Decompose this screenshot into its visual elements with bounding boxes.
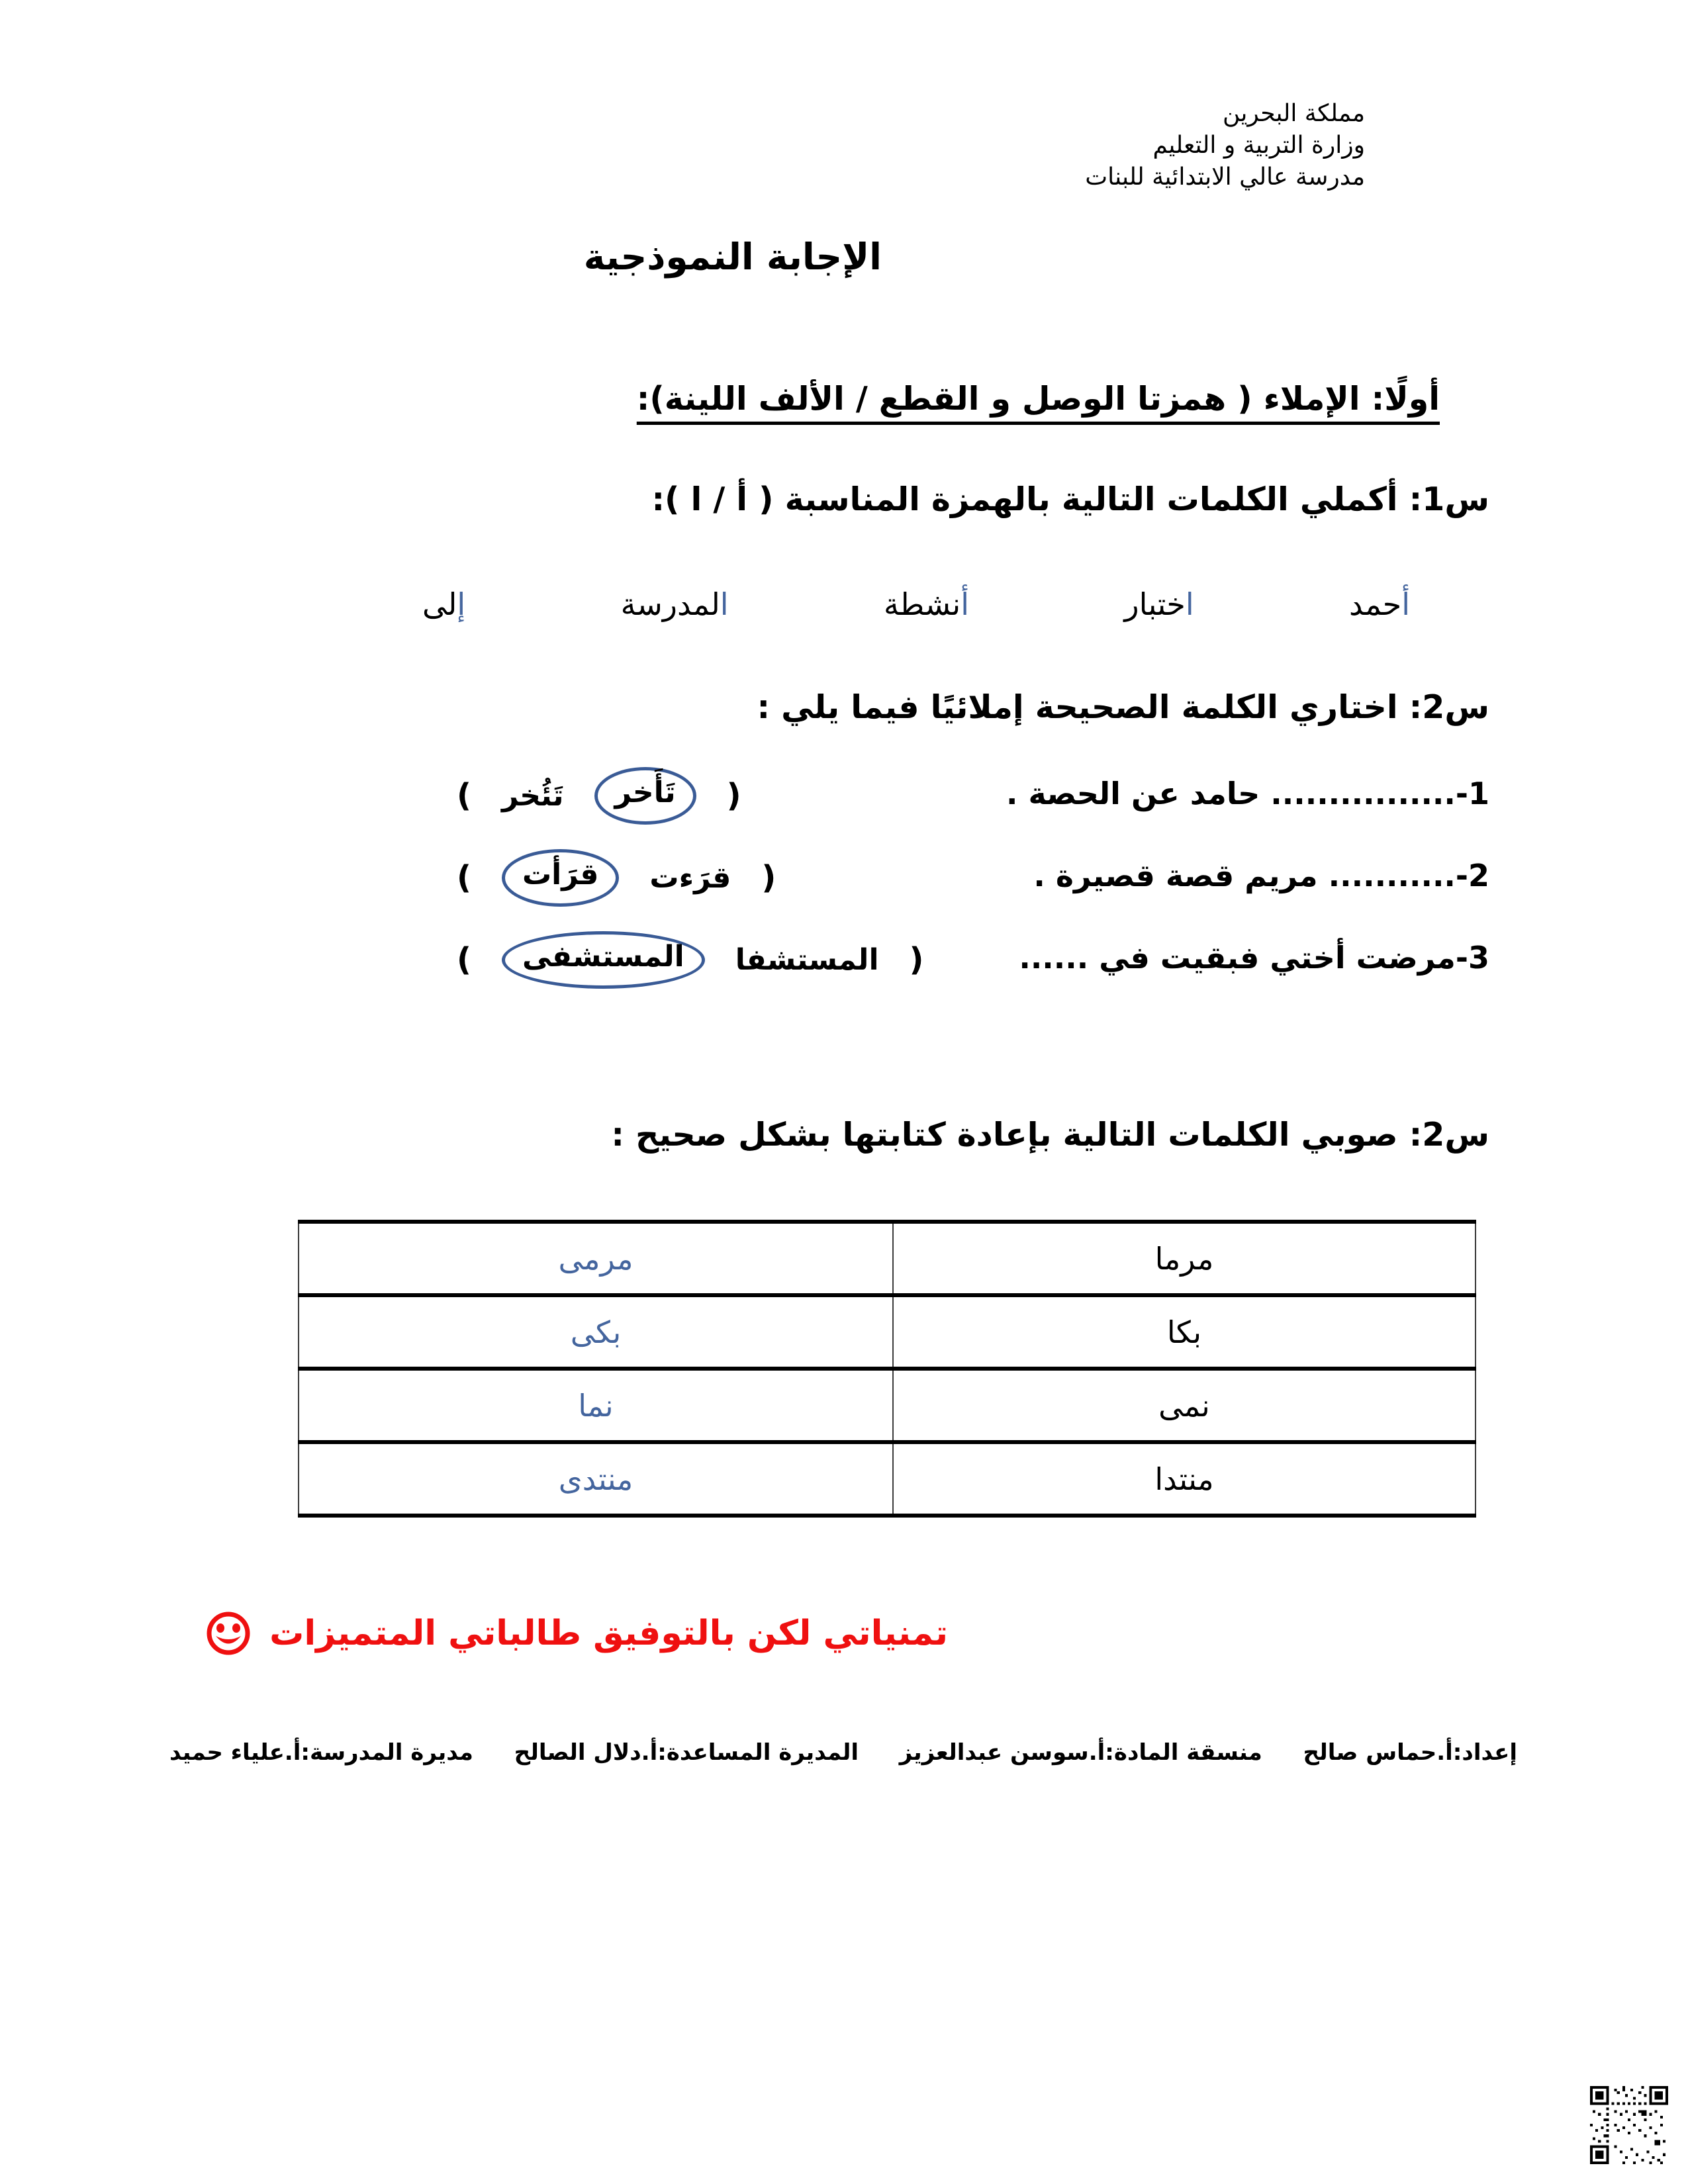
word-item <box>422 586 465 622</box>
closing-message <box>205 1610 948 1657</box>
correct-word-cell: مرمى <box>558 1240 633 1277</box>
q1-words-row <box>422 586 1410 622</box>
answer-letter: أ <box>961 586 969 622</box>
footer-credits <box>169 1739 1517 1766</box>
close-paren: ) <box>457 859 471 896</box>
word-rest: لى <box>422 586 457 622</box>
wrong-word-cell: بكا <box>893 1295 1476 1369</box>
circled-answer: قرَأت <box>502 849 619 907</box>
wrong-word-cell: مرما <box>893 1222 1476 1295</box>
item-3-sentence: 3-مرضت أختي فبقيت في ...... <box>1019 940 1489 976</box>
item-1-sentence: 1-................ حامد عن الحصة . <box>1006 776 1489 811</box>
circled-answer: المستشفى <box>502 931 705 989</box>
word-item <box>621 586 729 622</box>
qr-code <box>1590 2086 1668 2164</box>
word-rest: نشطة <box>883 586 961 622</box>
correction-table <box>298 1220 1476 1518</box>
answer-letter: ا <box>720 586 729 622</box>
word-rest: حمد <box>1349 586 1402 622</box>
item-3-options <box>457 916 923 1003</box>
correct-word-cell: منتدى <box>558 1461 633 1497</box>
q3-label: س2: صوبي الكلمات التالية بإعادة كتابتها بشكل صحيح : <box>611 1116 1489 1154</box>
option-word: تَئُخر <box>501 778 564 813</box>
section-heading: أولًا: الإملاء ( همزتا الوصل و القطع / الألف اللينة): <box>636 380 1440 418</box>
footer-segment-coordinator: منسقة المادة:أ.سوسن عبدالعزيز <box>899 1739 1262 1766</box>
answer-letter: إ <box>457 586 466 622</box>
footer-segment-vice-principal: المديرة المساعدة:أ.دلال الصالح <box>514 1739 859 1766</box>
open-paren: ( <box>909 941 924 978</box>
option-word: المستشفا <box>735 942 879 977</box>
q2-label: س2: اختاري الكلمة الصحيحة إملائيًا فيما يلي : <box>757 688 1489 726</box>
word-rest: لمدرسة <box>620 586 720 622</box>
wrong-word-cell: منتدا <box>893 1442 1476 1516</box>
item-1-options <box>457 752 741 839</box>
q1-label: س1: أكملي الكلمات التالية بالهمزة المناسبة ( أ / ا ): <box>651 480 1489 518</box>
table-row <box>299 1442 1476 1516</box>
open-paren: ( <box>726 777 741 814</box>
wrong-word-cell: نمى <box>893 1369 1476 1442</box>
smiley-emoji-icon <box>205 1610 252 1657</box>
header-line-school: مدرسة عالي الابتدائية للبنات <box>1085 163 1365 191</box>
open-paren: ( <box>761 859 776 896</box>
closing-text: تمنياتي لكن بالتوفيق طالباتي المتميزات <box>269 1614 948 1653</box>
footer-segment-principal: مديرة المدرسة:أ.علياء حميد <box>169 1739 473 1766</box>
correct-word-cell: نما <box>578 1387 614 1424</box>
answer-letter: ا <box>1185 586 1194 622</box>
word-item <box>884 586 969 622</box>
header-line-ministry: وزارة التربية و التعليم <box>1152 132 1365 159</box>
table-row <box>299 1295 1476 1369</box>
table-row <box>299 1369 1476 1442</box>
footer-segment-prepared-by: إعداد:أ.حماس صالح <box>1303 1739 1517 1766</box>
answer-letter: أ <box>1401 586 1410 622</box>
word-item <box>1124 586 1194 622</box>
close-paren: ) <box>457 777 471 814</box>
close-paren: ) <box>457 941 471 978</box>
circled-answer: تَأَخر <box>594 767 696 825</box>
page-title: الإجابة النموذجية <box>583 236 882 278</box>
correct-word-cell: بكى <box>570 1314 622 1350</box>
word-rest: ختبار <box>1124 586 1186 622</box>
word-item <box>1349 586 1410 622</box>
school-header <box>1085 98 1365 194</box>
option-word: قرَءت <box>649 860 731 895</box>
header-line-country: مملكة البحرين <box>1223 100 1365 127</box>
item-2-options <box>457 834 776 921</box>
item-2-sentence: 2-........... مريم قصة قصيرة . <box>1033 858 1489 893</box>
table-row <box>299 1222 1476 1295</box>
